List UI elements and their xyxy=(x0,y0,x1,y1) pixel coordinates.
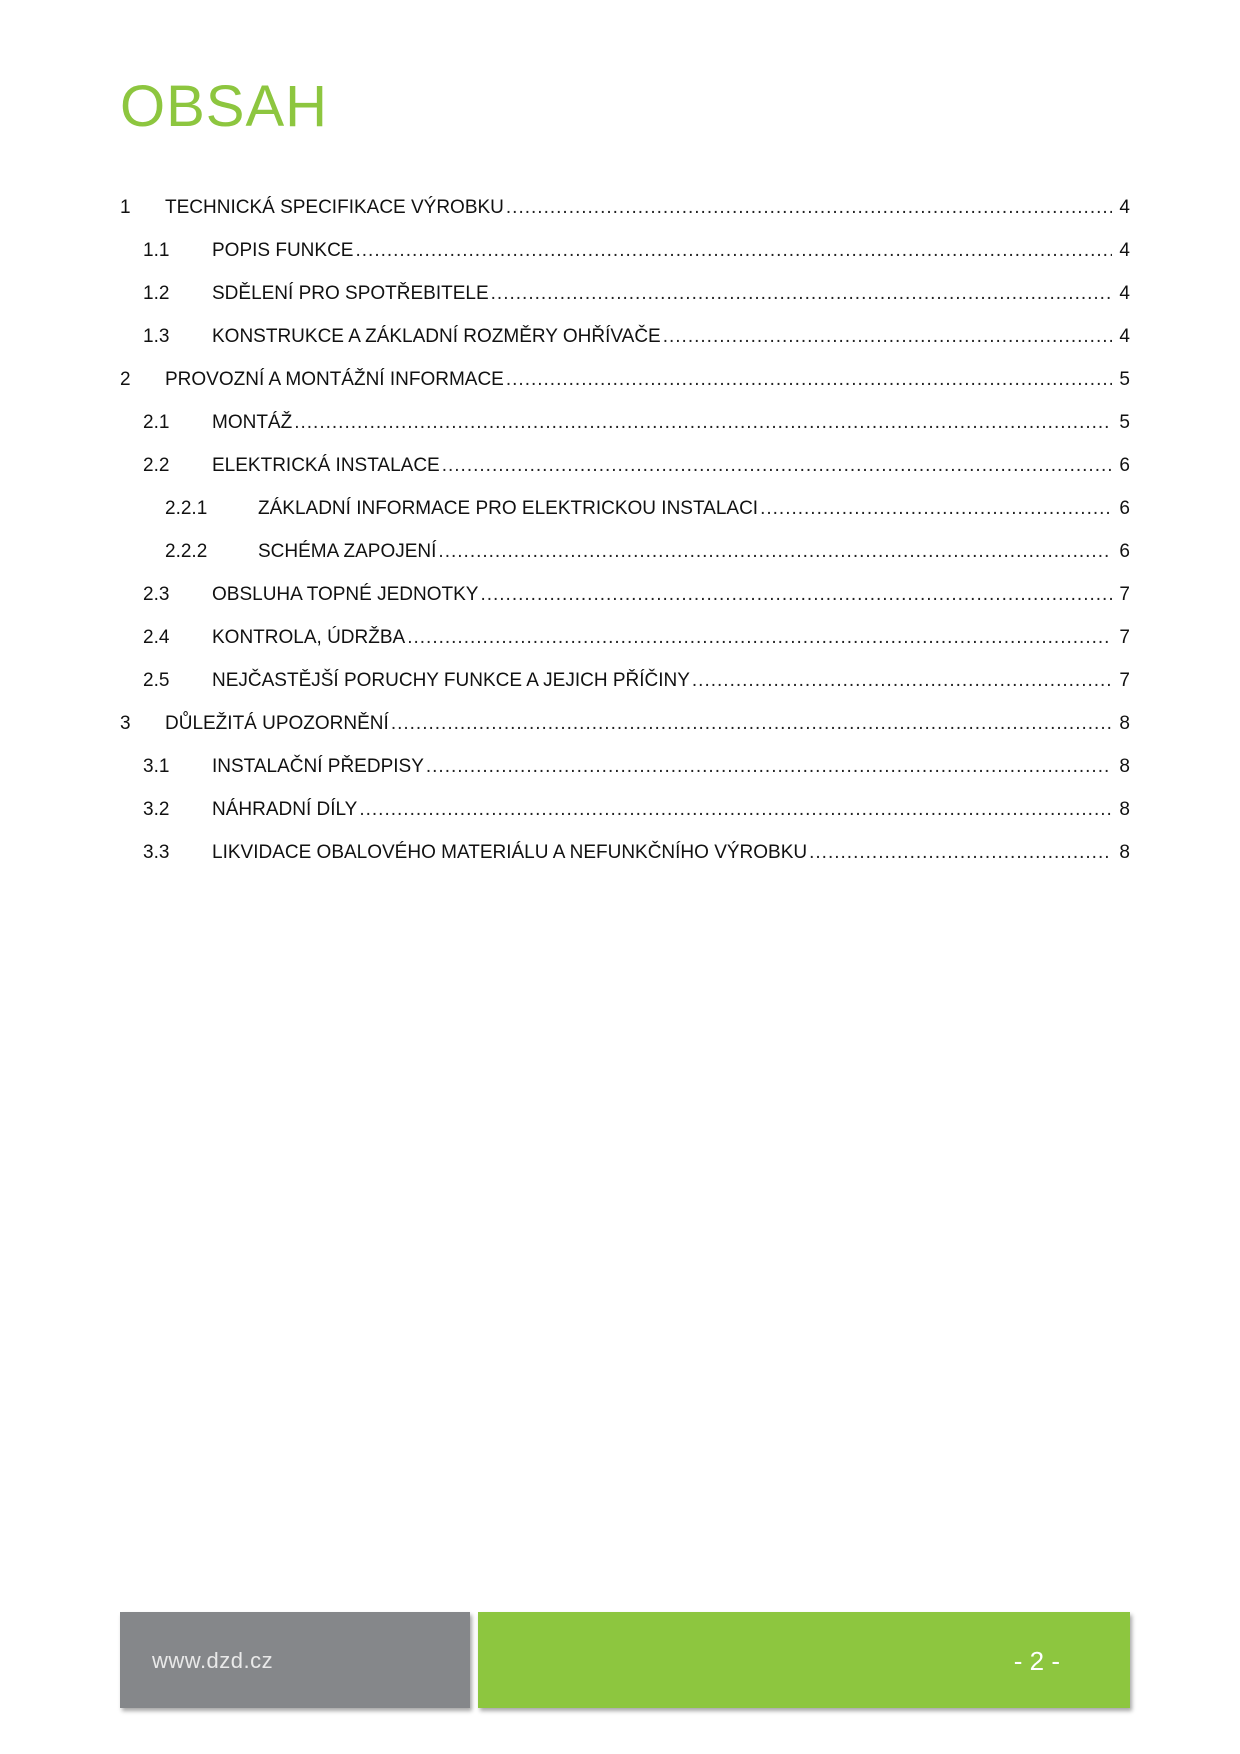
toc-title: POPIS FUNKCE xyxy=(212,240,354,261)
toc-entry[interactable] xyxy=(120,186,1130,229)
toc-leader-dots xyxy=(480,573,1112,616)
toc-number: 2.4 xyxy=(143,627,170,648)
toc-number: 2 xyxy=(120,369,131,390)
toc-page-number: 6 xyxy=(1119,498,1130,519)
toc-page-number: 8 xyxy=(1119,713,1130,734)
toc-entry[interactable] xyxy=(120,573,1130,616)
toc-number: 2.2 xyxy=(143,455,170,476)
toc-page-number: 7 xyxy=(1119,627,1130,648)
toc-entry[interactable] xyxy=(120,315,1130,358)
toc-page-number: 5 xyxy=(1119,412,1130,433)
toc-page-number: 7 xyxy=(1119,670,1130,691)
toc-leader-dots xyxy=(294,401,1112,444)
toc-leader-dots xyxy=(760,487,1112,530)
toc-entry[interactable] xyxy=(120,745,1130,788)
toc-title: LIKVIDACE OBALOVÉHO MATERIÁLU A NEFUNKČNÍHO VÝROBKU xyxy=(212,842,808,863)
toc-title: KONTROLA, ÚDRŽBA xyxy=(212,627,406,648)
toc-title: SCHÉMA ZAPOJENÍ xyxy=(258,541,437,562)
table-of-contents xyxy=(120,186,1130,874)
toc-entry[interactable] xyxy=(120,788,1130,831)
toc-title: KONSTRUKCE A ZÁKLADNÍ ROZMĚRY OHŘÍVAČE xyxy=(212,326,661,347)
toc-title: MONTÁŽ xyxy=(212,412,293,433)
toc-leader-dots xyxy=(438,530,1112,573)
toc-page-number: 8 xyxy=(1119,842,1130,863)
toc-title: OBSLUHA TOPNÉ JEDNOTKY xyxy=(212,584,479,605)
toc-leader-dots xyxy=(426,745,1112,788)
toc-number: 2.5 xyxy=(143,670,170,691)
toc-title: DŮLEŽITÁ UPOZORNĚNÍ xyxy=(165,713,389,734)
page-footer xyxy=(120,1612,1130,1708)
toc-page-number: 6 xyxy=(1119,455,1130,476)
footer-page-panel xyxy=(478,1612,1130,1708)
toc-number: 3 xyxy=(120,713,131,734)
toc-leader-dots xyxy=(506,358,1112,401)
toc-number: 2.1 xyxy=(143,412,170,433)
toc-number: 3.3 xyxy=(143,842,170,863)
toc-title: INSTALAČNÍ PŘEDPISY xyxy=(212,756,424,777)
toc-page-number: 4 xyxy=(1119,326,1130,347)
footer-url-panel xyxy=(120,1612,470,1708)
toc-leader-dots xyxy=(407,616,1112,659)
toc-leader-dots xyxy=(359,788,1112,831)
toc-entry[interactable] xyxy=(120,659,1130,702)
toc-number: 2.2.2 xyxy=(165,541,208,562)
toc-page-number: 5 xyxy=(1119,369,1130,390)
toc-entry[interactable] xyxy=(120,444,1130,487)
toc-page-number: 8 xyxy=(1119,756,1130,777)
toc-title: TECHNICKÁ SPECIFIKACE VÝROBKU xyxy=(165,197,504,218)
toc-leader-dots xyxy=(506,186,1112,229)
toc-title: SDĚLENÍ PRO SPOTŘEBITELE xyxy=(212,283,489,304)
toc-entry[interactable] xyxy=(120,530,1130,573)
toc-title: ELEKTRICKÁ INSTALACE xyxy=(212,455,440,476)
toc-entry[interactable] xyxy=(120,358,1130,401)
toc-title: NÁHRADNÍ DÍLY xyxy=(212,799,358,820)
toc-leader-dots xyxy=(692,659,1112,702)
toc-number: 1.3 xyxy=(143,326,170,347)
toc-number: 2.2.1 xyxy=(165,498,208,519)
toc-page-number: 4 xyxy=(1119,197,1130,218)
toc-page-number: 4 xyxy=(1119,240,1130,261)
footer-page-number: - 2 - xyxy=(1013,1646,1060,1676)
toc-title: NEJČASTĚJŠÍ PORUCHY FUNKCE A JEJICH PŘÍČINY xyxy=(212,670,690,691)
toc-number: 1.2 xyxy=(143,283,170,304)
toc-entry[interactable] xyxy=(120,616,1130,659)
toc-page-number: 8 xyxy=(1119,799,1130,820)
toc-leader-dots xyxy=(491,272,1112,315)
toc-page-number: 6 xyxy=(1119,541,1130,562)
toc-number: 2.3 xyxy=(143,584,170,605)
toc-number: 1 xyxy=(120,197,131,218)
toc-number: 3.2 xyxy=(143,799,170,820)
toc-page-number: 7 xyxy=(1119,584,1130,605)
toc-number: 3.1 xyxy=(143,756,170,777)
toc-leader-dots xyxy=(355,229,1112,272)
toc-leader-dots xyxy=(391,702,1112,745)
toc-entry[interactable] xyxy=(120,487,1130,530)
toc-number: 1.1 xyxy=(143,240,170,261)
toc-entry[interactable] xyxy=(120,831,1130,874)
toc-leader-dots xyxy=(663,315,1112,358)
toc-page-number: 4 xyxy=(1119,283,1130,304)
toc-leader-dots xyxy=(809,831,1112,874)
footer-url[interactable]: www.dzd.cz xyxy=(152,1648,274,1673)
toc-entry[interactable] xyxy=(120,272,1130,315)
toc-entry[interactable] xyxy=(120,401,1130,444)
toc-entry[interactable] xyxy=(120,229,1130,272)
toc-leader-dots xyxy=(442,444,1112,487)
toc-entry[interactable] xyxy=(120,702,1130,745)
toc-title: PROVOZNÍ A MONTÁŽNÍ INFORMACE xyxy=(165,369,504,390)
page-title: OBSAH xyxy=(120,74,329,139)
toc-title: ZÁKLADNÍ INFORMACE PRO ELEKTRICKOU INSTALACI xyxy=(258,498,759,519)
